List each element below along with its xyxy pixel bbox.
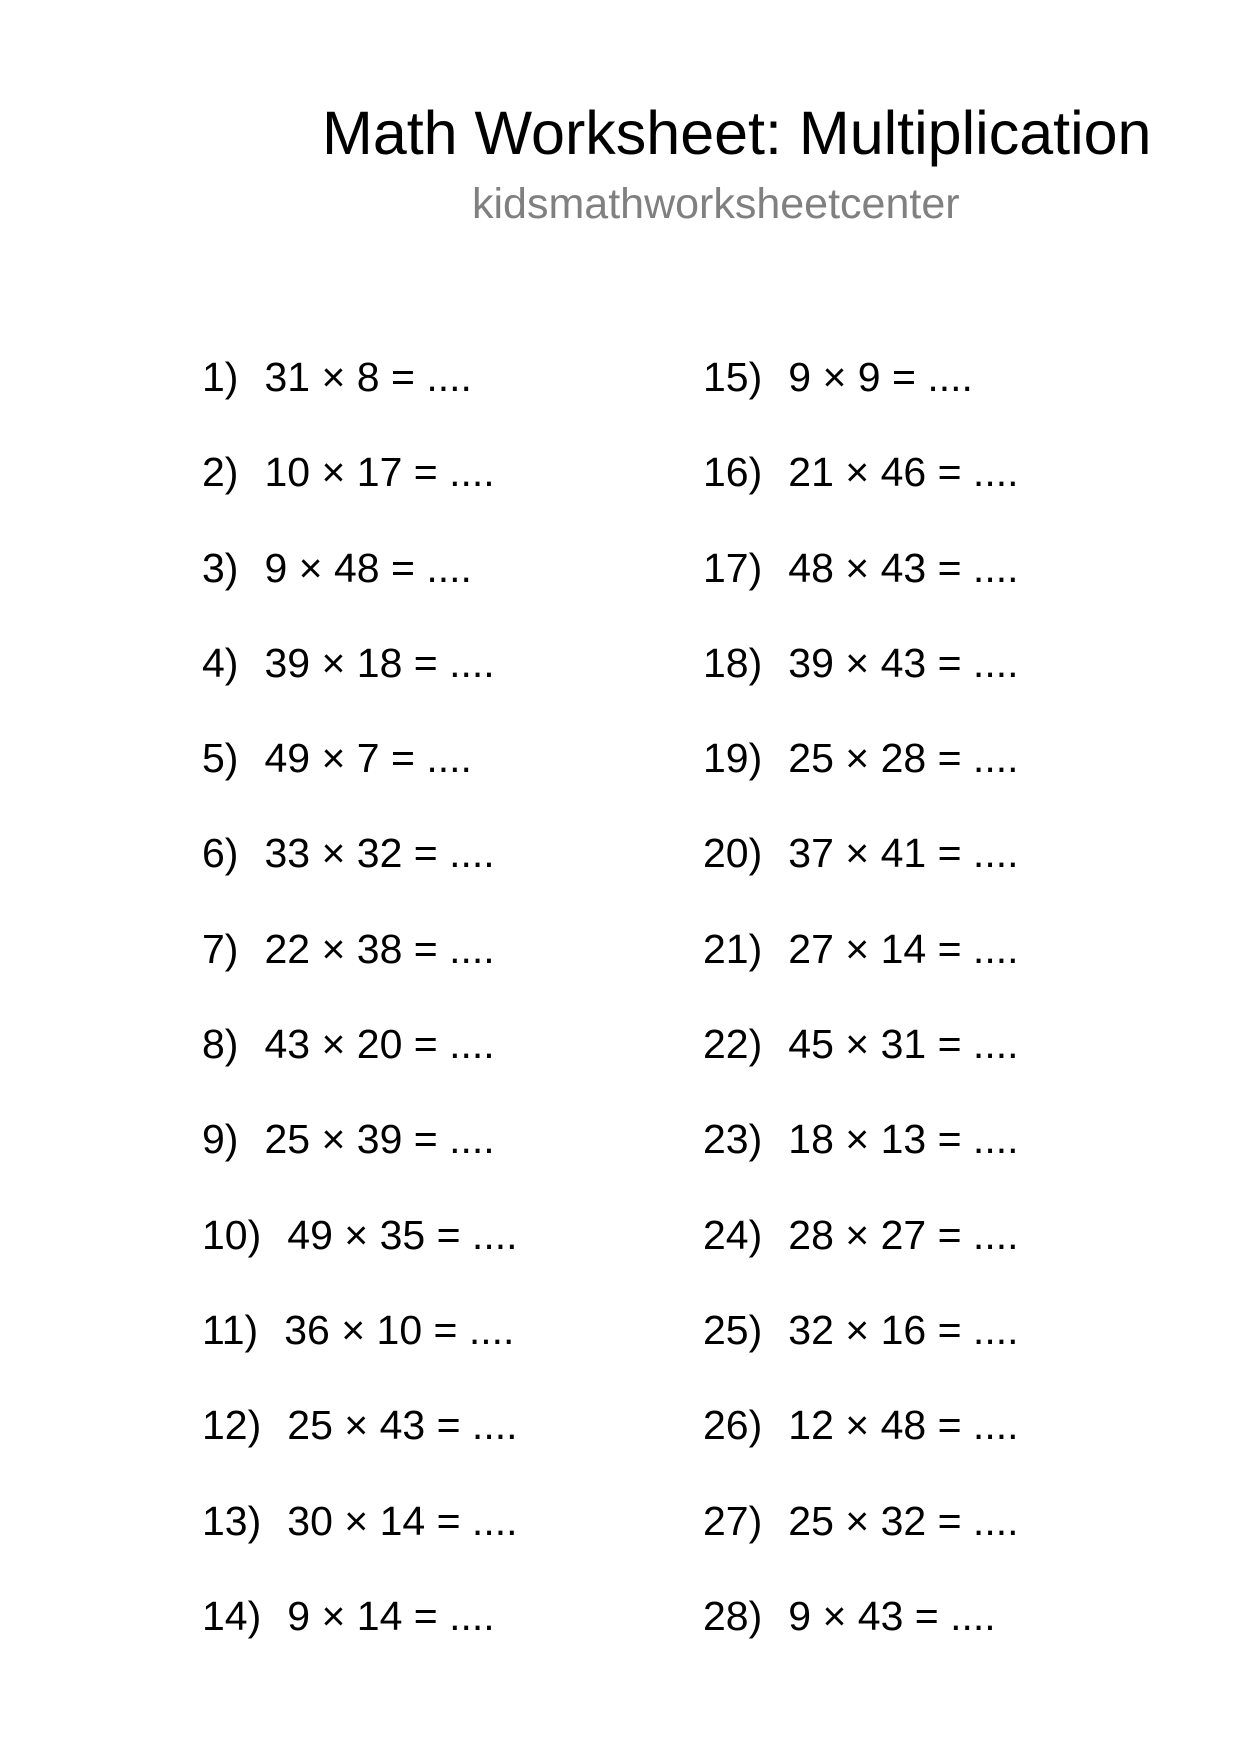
problem-expression: 39 × 43 = .... — [788, 639, 1019, 686]
problem-item — [202, 447, 518, 542]
problem-expression: 49 × 35 = .... — [287, 1211, 518, 1258]
problem-expression: 32 × 16 = .... — [788, 1306, 1019, 1353]
problem-expression: 39 × 18 = .... — [264, 639, 495, 686]
problem-item — [202, 543, 518, 638]
problem-expression: 25 × 43 = .... — [287, 1402, 518, 1449]
problem-expression: 25 × 32 = .... — [788, 1497, 1019, 1544]
problem-expression: 36 × 10 = .... — [284, 1306, 515, 1353]
problem-number: 2) — [202, 449, 239, 496]
problem-item — [202, 733, 518, 828]
problem-number: 18) — [703, 639, 763, 686]
problem-expression: 25 × 28 = .... — [788, 735, 1019, 782]
problem-item — [202, 1114, 518, 1209]
problem-number: 25) — [703, 1306, 763, 1353]
problem-number: 16) — [703, 449, 763, 496]
problem-number: 11) — [202, 1306, 259, 1353]
problem-item — [703, 1591, 1019, 1686]
problem-expression: 9 × 9 = .... — [788, 354, 973, 400]
problem-number: 15) — [703, 354, 763, 400]
problem-number: 7) — [202, 925, 239, 972]
problem-item — [202, 924, 518, 1019]
problem-item — [703, 924, 1019, 1019]
problem-number: 3) — [202, 544, 239, 591]
problem-item — [703, 1400, 1019, 1495]
problem-number: 1) — [202, 354, 239, 400]
problem-expression: 12 × 48 = .... — [788, 1402, 1019, 1449]
problem-item — [202, 352, 518, 447]
problem-number: 13) — [202, 1497, 262, 1544]
problem-number: 8) — [202, 1021, 239, 1068]
problem-expression: 27 × 14 = .... — [788, 925, 1019, 972]
problem-number: 5) — [202, 735, 239, 782]
problem-item — [703, 1019, 1019, 1114]
problem-item — [202, 638, 518, 733]
problem-number: 17) — [703, 544, 763, 591]
problem-item — [202, 1019, 518, 1114]
problem-number: 22) — [703, 1021, 763, 1068]
problem-number: 6) — [202, 830, 239, 877]
problem-item — [703, 828, 1019, 923]
problem-item — [703, 733, 1019, 828]
problem-expression: 28 × 27 = .... — [788, 1211, 1019, 1258]
problem-item — [202, 1210, 518, 1305]
problem-expression: 9 × 43 = .... — [788, 1592, 996, 1639]
problem-item — [202, 1591, 518, 1686]
problem-expression: 21 × 46 = .... — [788, 449, 1019, 496]
problem-expression: 33 × 32 = .... — [264, 830, 495, 877]
problem-number: 9) — [202, 1116, 239, 1163]
problem-item — [703, 1305, 1019, 1400]
problem-number: 4) — [202, 639, 239, 686]
problem-number: 26) — [703, 1402, 763, 1449]
problem-expression: 9 × 48 = .... — [264, 544, 472, 591]
problem-number: 23) — [703, 1116, 763, 1163]
problem-expression: 10 × 17 = .... — [264, 449, 495, 496]
problem-expression: 48 × 43 = .... — [788, 544, 1019, 591]
problem-item — [703, 1210, 1019, 1305]
problem-expression: 9 × 14 = .... — [287, 1592, 495, 1639]
problem-expression: 18 × 13 = .... — [788, 1116, 1019, 1163]
problem-expression: 49 × 7 = .... — [264, 735, 472, 782]
problem-number: 14) — [202, 1592, 262, 1639]
problem-number: 20) — [703, 830, 763, 877]
problem-number: 24) — [703, 1211, 763, 1258]
problem-number: 21) — [703, 925, 763, 972]
problem-expression: 31 × 8 = .... — [264, 354, 472, 400]
problem-expression: 45 × 31 = .... — [788, 1021, 1019, 1068]
problem-item — [202, 1305, 518, 1400]
problem-expression: 22 × 38 = .... — [264, 925, 495, 972]
problem-column-left — [202, 352, 518, 1686]
problem-column-right — [703, 352, 1019, 1686]
page-title: Math Worksheet: Multiplication — [322, 99, 1152, 167]
problem-expression: 25 × 39 = .... — [264, 1116, 495, 1163]
problem-item — [202, 1496, 518, 1591]
problem-item — [202, 828, 518, 923]
problem-item — [703, 1114, 1019, 1209]
problem-item — [202, 1400, 518, 1495]
problem-number: 19) — [703, 735, 763, 782]
problem-number: 12) — [202, 1402, 262, 1449]
problem-expression: 43 × 20 = .... — [264, 1021, 495, 1068]
problem-number: 10) — [202, 1211, 262, 1258]
problem-item — [703, 1496, 1019, 1591]
problem-item — [703, 352, 1019, 447]
problem-number: 27) — [703, 1497, 763, 1544]
problem-number: 28) — [703, 1592, 763, 1639]
problem-item — [703, 543, 1019, 638]
problem-item — [703, 447, 1019, 542]
problem-item — [703, 638, 1019, 733]
site-subtitle: kidsmathworksheetcenter — [472, 180, 960, 228]
problem-expression: 30 × 14 = .... — [287, 1497, 518, 1544]
problem-expression: 37 × 41 = .... — [788, 830, 1019, 877]
